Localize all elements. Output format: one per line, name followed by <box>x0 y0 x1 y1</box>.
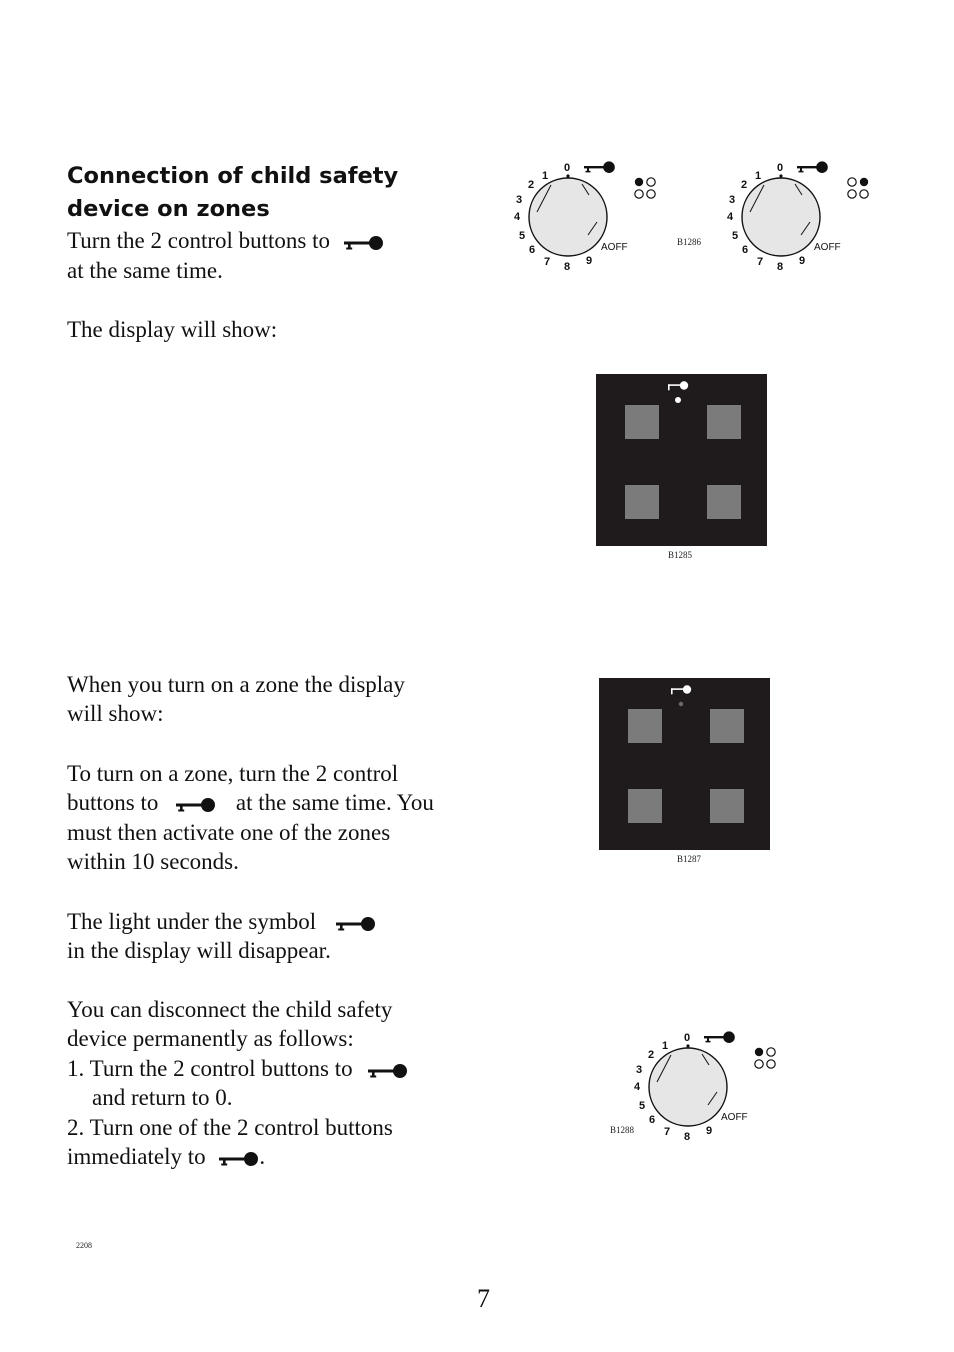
section-heading-line2: device on zones <box>67 196 270 222</box>
display-light-dot <box>675 397 681 403</box>
dial-number-0: 0 <box>564 162 571 174</box>
dial-number-3: 3 <box>636 1064 643 1076</box>
dial-number-7: 7 <box>757 256 764 268</box>
dial-number-2: 2 <box>741 179 748 191</box>
light-line2: in the display will disappear. <box>67 938 331 963</box>
zone-square-top-right <box>707 405 741 439</box>
display-panel-zone-on <box>599 678 770 850</box>
disconnect-step1-line1: 1. Turn the 2 control buttons to <box>67 1054 408 1084</box>
key-lock-icon <box>344 235 384 251</box>
dial-number-6: 6 <box>742 244 749 256</box>
dial-number-1: 1 <box>662 1040 669 1052</box>
dial-number-0: 0 <box>684 1032 691 1044</box>
dial-number-0: 0 <box>777 162 784 174</box>
zone-square-top-left <box>628 709 662 743</box>
display-light-dot-dim <box>679 702 683 706</box>
dial-number-8: 8 <box>684 1131 691 1143</box>
page-number: 7 <box>477 1284 490 1313</box>
dial-number-9: 9 <box>706 1125 713 1137</box>
dial-number-4: 4 <box>514 211 521 223</box>
zone-square-bottom-left <box>625 485 659 519</box>
dial-number-5: 5 <box>519 230 526 242</box>
control-dial-left <box>500 152 680 282</box>
dial-number-2: 2 <box>648 1049 655 1061</box>
dial-aoff-label: AOFF <box>601 242 628 253</box>
intro-line3: The display will show: <box>67 317 278 342</box>
dial-number-7: 7 <box>544 256 551 268</box>
dial-number-3: 3 <box>516 194 523 206</box>
key-lock-icon <box>176 797 216 813</box>
disconnect-line2: device permanently as follows: <box>67 1026 354 1051</box>
disconnect-step2-line1: 2. Turn one of the 2 control buttons <box>67 1115 393 1140</box>
dial-number-6: 6 <box>649 1114 656 1126</box>
control-dial-bottom <box>620 1022 800 1152</box>
zone-square-bottom-right <box>710 789 744 823</box>
turn-on-line1: To turn on a zone, turn the 2 control <box>67 761 399 786</box>
figure-code-display-2: B1287 <box>677 854 702 864</box>
dial-aoff-label: AOFF <box>721 1112 748 1123</box>
figure-code-dial-bottom: B1288 <box>610 1125 635 1135</box>
key-lock-icon <box>219 1151 259 1167</box>
key-symbol-icon <box>666 380 696 414</box>
turn-on-line4: within 10 seconds. <box>67 849 239 874</box>
display-panel-locked <box>596 374 767 546</box>
dial-number-4: 4 <box>727 211 734 223</box>
dial-number-1: 1 <box>755 170 762 182</box>
zone-square-bottom-right <box>707 485 741 519</box>
dial-number-1: 1 <box>542 170 549 182</box>
dial-number-4: 4 <box>634 1081 641 1093</box>
figure-code-display-1: B1285 <box>668 550 693 560</box>
figure-code-dials: B1286 <box>677 237 702 247</box>
dial-number-9: 9 <box>799 255 806 267</box>
dial-number-8: 8 <box>564 261 571 273</box>
intro-line1: Turn the 2 control buttons to <box>67 226 384 256</box>
dial-number-5: 5 <box>732 230 739 242</box>
key-lock-icon <box>336 916 376 932</box>
dial-aoff-label: AOFF <box>814 242 841 253</box>
control-dial-right <box>713 152 893 282</box>
dial-number-7: 7 <box>664 1126 671 1138</box>
zone-square-bottom-left <box>628 789 662 823</box>
turn-on-line2: buttons to at the same time. You <box>67 790 434 815</box>
dial-number-6: 6 <box>529 244 536 256</box>
disconnect-step2-line2: immediately to . <box>67 1144 266 1169</box>
zone-on-line1: When you turn on a zone the display <box>67 672 405 697</box>
dial-number-2: 2 <box>528 179 535 191</box>
key-symbol-icon <box>669 684 699 718</box>
section-heading-line1: Connection of child safety <box>67 163 399 189</box>
turn-on-line3: must then activate one of the zones <box>67 820 391 845</box>
dial-number-3: 3 <box>729 194 736 206</box>
dial-number-5: 5 <box>639 1100 646 1112</box>
intro-line2: at the same time. <box>67 258 223 283</box>
disconnect-line1: You can disconnect the child safety <box>67 997 393 1022</box>
dial-number-8: 8 <box>777 261 784 273</box>
key-lock-icon <box>368 1063 408 1079</box>
zone-square-top-right <box>710 709 744 743</box>
dial-number-9: 9 <box>586 255 593 267</box>
document-code: 2208 <box>76 1241 92 1250</box>
zone-square-top-left <box>625 405 659 439</box>
zone-on-line2: will show: <box>67 701 164 726</box>
light-line1: The light under the symbol <box>67 907 376 937</box>
disconnect-step1-line2: and return to 0. <box>92 1085 233 1110</box>
